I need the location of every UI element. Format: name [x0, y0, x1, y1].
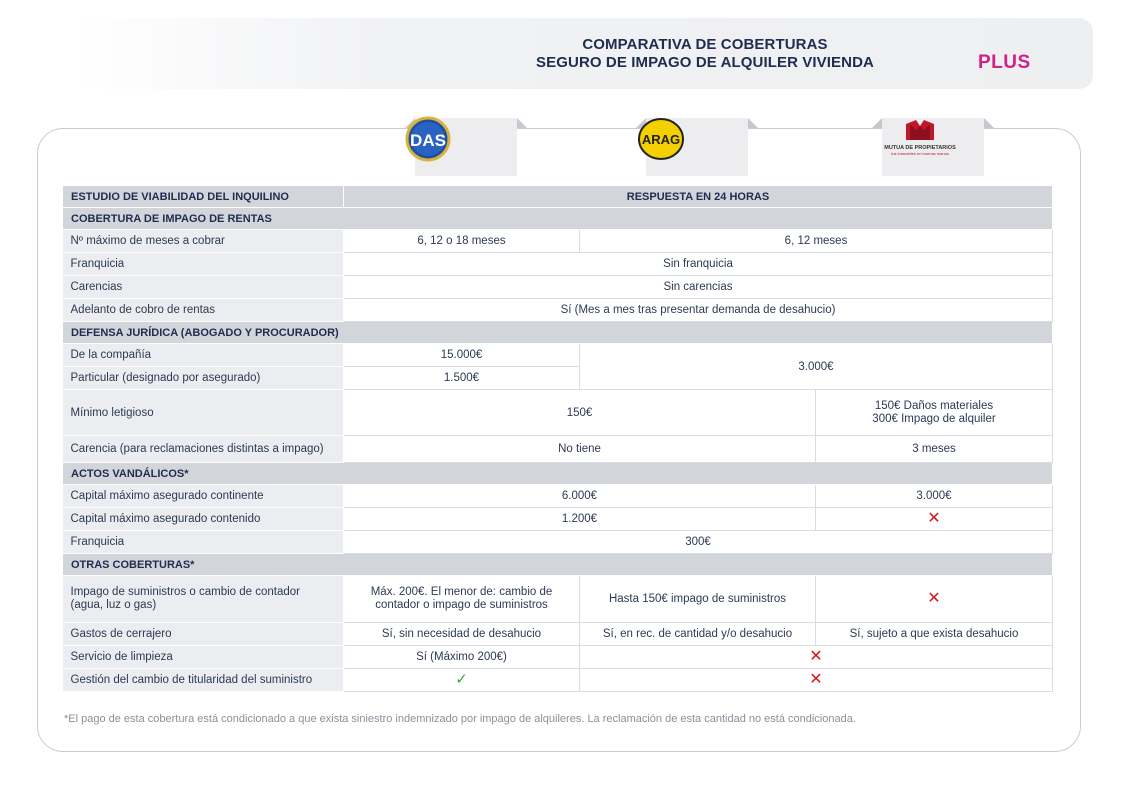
footnote: *El pago de esta cobertura está condicionado a que exista siniestro indemnizado por impago de alquileres. La reclamación de esta cantidad no está condicionada.: [64, 713, 856, 725]
arag-logo: [636, 116, 758, 176]
cross-icon: ✕: [809, 671, 823, 688]
cell-das-arag: 1.200€: [344, 508, 816, 531]
row-label: Gastos de cerrajero: [63, 623, 344, 646]
row-label: Gestión del cambio de titularidad del suministro: [63, 669, 344, 692]
cell-arag-mutua: 6, 12 meses: [580, 230, 1053, 253]
table-row: [63, 230, 1053, 253]
cell-das-arag: 150€: [344, 390, 816, 436]
cell-all: 300€: [344, 531, 1053, 554]
mutua-logo-subtext: tus inmuebles en buenas manos: [891, 151, 949, 156]
row-label: [63, 576, 344, 623]
provider-tab-mutua: [872, 116, 994, 176]
cell-mutua: [816, 390, 1053, 436]
das-logo: [405, 116, 527, 176]
cell-line: contador o impago de suministros: [375, 599, 548, 611]
cell-all: Sin franquicia: [344, 253, 1053, 276]
coverage-comparison-table: [62, 185, 1053, 692]
cell-das-arag: No tiene: [344, 436, 816, 463]
arag-logo-text: ARAG: [641, 132, 681, 147]
row-label: Particular (designado por asegurado): [63, 367, 344, 390]
table-row: [63, 623, 1053, 646]
cell-all: Sí (Mes a mes tras presentar demanda de desahucio): [344, 299, 1053, 322]
title-line-1: COMPARATIVA DE COBERTURAS: [582, 36, 828, 53]
cross-icon: ✕: [809, 648, 823, 665]
table-row: [63, 646, 1053, 669]
table-row: [63, 186, 1053, 208]
cell-mutua: 3 meses: [816, 436, 1053, 463]
cell-arag-mutua: [580, 669, 1053, 692]
cell-arag-mutua: [580, 646, 1053, 669]
check-icon: ✓: [455, 671, 468, 688]
table-row: [63, 344, 1053, 367]
cell-das: 15.000€: [344, 344, 580, 367]
row-label: Franquicia: [63, 253, 344, 276]
table-row: [63, 485, 1053, 508]
cell-das: 6, 12 o 18 meses: [344, 230, 580, 253]
cell-arag-mutua: 3.000€: [580, 344, 1053, 390]
label-line: (agua, luz o gas): [70, 599, 157, 611]
section-title: ACTOS VANDÁLICOS*: [63, 463, 1053, 485]
cell-mutua: [816, 576, 1053, 623]
cell-das: Sí (Máximo 200€): [344, 646, 580, 669]
cell-mutua: 3.000€: [816, 485, 1053, 508]
mutua-logo: [872, 116, 994, 176]
table-row: [63, 531, 1053, 554]
section-title: DEFENSA JURÍDICA (ABOGADO Y PROCURADOR): [63, 322, 1053, 344]
table-row: [63, 436, 1053, 463]
table-row: [63, 390, 1053, 436]
table-row: [63, 508, 1053, 531]
plus-badge: PLUS: [978, 52, 1031, 73]
cell-line: Máx. 200€. El menor de: cambio de: [370, 586, 553, 598]
row-label: ESTUDIO DE VIABILIDAD DEL INQUILINO: [63, 186, 344, 208]
row-value: RESPUESTA EN 24 HORAS: [344, 186, 1053, 208]
row-label: Adelanto de cobro de rentas: [63, 299, 344, 322]
cell-das: [344, 576, 580, 623]
section-title: COBERTURA DE IMPAGO DE RENTAS: [63, 208, 1053, 230]
das-logo-text: DAS: [410, 131, 446, 150]
table-row: [63, 299, 1053, 322]
row-label: Capital máximo asegurado contenido: [63, 508, 344, 531]
table-row: [63, 669, 1053, 692]
row-label: Capital máximo asegurado continente: [63, 485, 344, 508]
table-row: [63, 576, 1053, 623]
provider-tab-arag: [636, 116, 758, 176]
section-header: [63, 208, 1053, 230]
cell-das: [344, 669, 580, 692]
cell-mutua: [816, 508, 1053, 531]
cell-das: Sí, sin necesidad de desahucio: [344, 623, 580, 646]
row-label: Servicio de limpieza: [63, 646, 344, 669]
cell-mutua: Sí, sujeto a que exista desahucio: [816, 623, 1053, 646]
section-header: [63, 322, 1053, 344]
cell-arag: Sí, en rec. de cantidad y/o desahucio: [580, 623, 816, 646]
row-label: Nº máximo de meses a cobrar: [63, 230, 344, 253]
label-line: Impago de suministros o cambio de contador: [70, 586, 300, 598]
cross-icon: ✕: [927, 510, 941, 527]
cell-all: Sin carencias: [344, 276, 1053, 299]
mutua-logo-text: MUTUA DE PROPIETARIOS: [884, 145, 956, 151]
table-row: [63, 253, 1053, 276]
section-header: [63, 554, 1053, 576]
cross-icon: ✕: [927, 590, 941, 607]
row-label: Carencias: [63, 276, 344, 299]
table-row: [63, 276, 1053, 299]
row-label: Carencia (para reclamaciones distintas a impago): [63, 436, 344, 463]
section-title: OTRAS COBERTURAS*: [63, 554, 1053, 576]
provider-tab-das: [405, 116, 527, 176]
cell-das: 1.500€: [344, 367, 580, 390]
cell-line: 300€ Impago de alquiler: [872, 412, 996, 425]
cell-arag: Hasta 150€ impago de suministros: [580, 576, 816, 623]
page-title: [480, 36, 930, 72]
row-label: Mínimo letigioso: [63, 390, 344, 436]
row-label: De la compañía: [63, 344, 344, 367]
cell-line: 150€ Daños materiales: [874, 399, 994, 412]
title-line-2: SEGURO DE IMPAGO DE ALQUILER VIVIENDA: [536, 54, 874, 71]
section-header: [63, 463, 1053, 485]
row-label: Franquicia: [63, 531, 344, 554]
cell-das-arag: 6.000€: [344, 485, 816, 508]
